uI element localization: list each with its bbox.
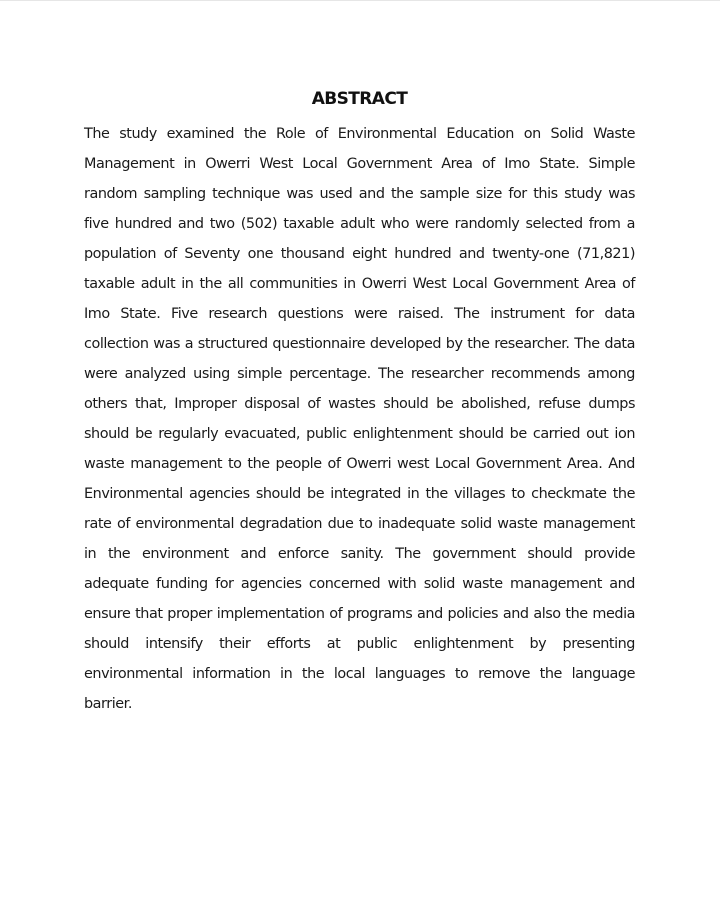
document-page: [84, 86, 635, 719]
page-top-border: [0, 0, 720, 1]
abstract-paragraph: The study examined the Role of Environmental Education on Solid Waste Management in Owerri West Local Government Area of Imo State. Simple random sampling technique was used and the sample size for this study was five hundred and two (502) taxable adult who were randomly selected from a population of Seventy one thousand eight hundred and twenty-one (71,821) taxable adult in the all communities in Owerri West Local Government Area of Imo State. Five research questions were raised. The instrument for data collection was a structured questionnaire developed by the researcher. The data were analyzed using simple percentage. The researcher recommends among others that, Improper disposal of wastes should be abolished, refuse dumps should be regularly evacuated, public enlightenment should be carried out ion waste management to the people of Owerri west Local Government Area. And Environmental agencies should be integrated in the villages to checkmate the rate of environmental degradation due to inadequate solid waste management in the environment and enforce sanity. The government should provide adequate funding for agencies concerned with solid waste management and ensure that proper implementation of programs and policies and also the media should intensify their efforts at public enlightenment by presenting environmental information in the local languages to remove the language barrier.: [84, 126, 635, 712]
abstract-heading: ABSTRACT: [311, 89, 408, 109]
